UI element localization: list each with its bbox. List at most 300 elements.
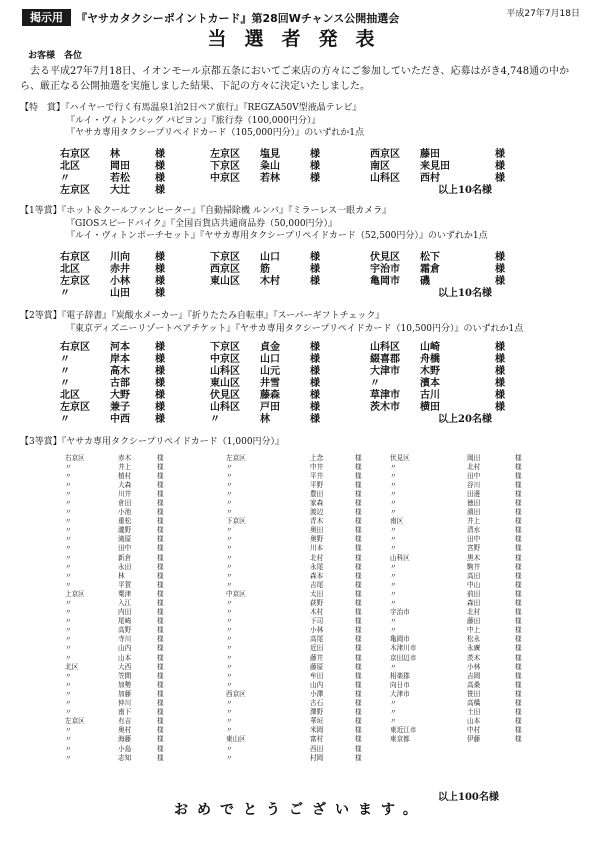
winner-row — [20, 570, 590, 579]
honorific: 様 — [155, 354, 165, 365]
winner-area: 〃 — [65, 535, 72, 544]
winner-area: 下京区 — [210, 251, 240, 263]
winner-name: 志知 — [118, 753, 132, 762]
winner-name: 海藤 — [118, 735, 132, 744]
honorific: 様 — [515, 599, 522, 607]
honorific: 様 — [157, 489, 164, 498]
honorific: 様 — [310, 414, 320, 425]
special-prize-section — [20, 102, 590, 196]
winner-name: 黒木 — [467, 553, 481, 562]
winner-name: 華垣 — [310, 717, 324, 726]
winner-name: 伊藤 — [467, 735, 481, 744]
winner-area: 〃 — [65, 708, 72, 717]
winner-area: 〃 — [226, 671, 233, 680]
winner-area: 〃 — [65, 571, 72, 580]
honorific: 様 — [355, 626, 362, 635]
winner-row — [20, 715, 590, 724]
winner-name: 倉田 — [118, 498, 132, 507]
honorific: 様 — [515, 480, 522, 489]
honorific: 様 — [355, 498, 362, 507]
honorific: 様 — [355, 680, 362, 689]
winner-area: 〃 — [226, 580, 233, 589]
winner-area: 〃 — [390, 589, 397, 598]
winner-name: 上念 — [310, 453, 324, 462]
winner-area: 右京区 — [60, 148, 90, 160]
honorific: 様 — [155, 160, 165, 172]
honorific: 様 — [355, 517, 362, 526]
honorific: 様 — [155, 402, 165, 413]
winner-row — [20, 597, 590, 606]
winner-row — [20, 470, 590, 479]
honorific: 様 — [155, 148, 165, 160]
prize-line: 『ヤサカ専用タクシープリペイドカード（105,000円分）』のいずれか1点 — [66, 128, 365, 138]
winner-area: 草津市 — [370, 390, 400, 401]
honorific: 様 — [355, 562, 362, 571]
winner-area: 〃 — [65, 626, 72, 635]
winner-area: 〃 — [226, 726, 233, 735]
winner-area: 〃 — [226, 680, 233, 689]
winner-count: 以上20名様 — [438, 414, 492, 425]
honorific: 様 — [495, 263, 505, 275]
winner-row — [20, 497, 590, 506]
winner-row — [20, 506, 590, 515]
honorific: 様 — [155, 172, 165, 184]
honorific: 様 — [495, 342, 505, 353]
page-title: 当選者発表 — [207, 28, 393, 50]
winner-row — [20, 248, 590, 263]
prize-list — [20, 205, 590, 243]
winner-area: 〃 — [65, 744, 72, 753]
honorific: 様 — [157, 480, 164, 489]
winner-name: 木野 — [420, 366, 440, 377]
winner-name: 林 — [110, 148, 120, 160]
honorific: 様 — [495, 378, 505, 389]
winner-count: 以上100名様 — [438, 792, 499, 803]
winner-name: 岸本 — [110, 354, 130, 365]
winner-row — [20, 724, 590, 733]
winner-name: 藤井 — [310, 653, 324, 662]
winner-area: 山科区 — [210, 402, 240, 413]
winner-name: 赤井 — [110, 263, 130, 275]
winner-row — [20, 157, 590, 172]
winner-area: 西京区 — [370, 148, 400, 160]
winner-row — [20, 338, 590, 353]
winner-name: 富村 — [310, 735, 324, 744]
winner-row — [20, 461, 590, 470]
winner-row — [20, 169, 590, 184]
winner-area: 右京区 — [65, 453, 85, 462]
winner-name: 加藤 — [118, 689, 132, 698]
honorific: 様 — [155, 378, 165, 389]
winner-name: 南下 — [118, 708, 132, 717]
winner-area: 伏見区 — [210, 390, 240, 401]
winner-area: 東京都 — [390, 735, 410, 744]
honorific: 様 — [157, 562, 164, 571]
honorific: 様 — [157, 617, 164, 626]
prize-line: 【1等賞】『ホット＆クールファンヒーター』『自動掃除機 ルンバ』『ミラーレス一眼カメラ』 — [20, 206, 392, 216]
honorific: 様 — [155, 414, 165, 425]
winner-area: 西京区 — [210, 263, 240, 275]
winner-name: 徳田 — [467, 498, 481, 507]
winner-area: 〃 — [65, 498, 72, 507]
winner-area: 中京区 — [210, 172, 240, 184]
winner-count: 以上10名様 — [438, 287, 492, 299]
winner-name: 瀧野 — [118, 526, 132, 535]
winner-area: 〃 — [65, 471, 72, 480]
honorific: 様 — [355, 489, 362, 498]
honorific: 様 — [515, 589, 522, 598]
honorific: 様 — [157, 653, 164, 662]
winner-row — [20, 679, 590, 688]
honorific: 様 — [355, 717, 362, 726]
winner-name: 尾崎 — [118, 617, 132, 626]
honorific: 様 — [515, 671, 522, 680]
winner-name: 谷川 — [467, 480, 481, 489]
winner-name: 寺川 — [118, 635, 132, 644]
winner-name: 霜倉 — [420, 263, 440, 275]
winner-row — [20, 350, 590, 365]
winner-name: 田中 — [467, 471, 481, 480]
honorific: 様 — [355, 471, 362, 480]
winner-area: 〃 — [390, 471, 397, 480]
winner-name: 井上 — [467, 517, 481, 526]
winner-area: 〃 — [65, 689, 72, 698]
winner-name: 古川 — [420, 390, 440, 401]
winner-name: 戸田 — [260, 402, 280, 413]
addressee: お客様 各位 — [28, 51, 83, 61]
winner-area: 〃 — [390, 717, 397, 726]
winner-name: 山内 — [118, 644, 132, 653]
winner-row — [20, 452, 590, 461]
winner-area: 〃 — [226, 508, 233, 517]
winner-name: 植村 — [118, 471, 132, 480]
winner-area: 南区 — [390, 517, 404, 526]
winner-name: 重松 — [118, 517, 132, 526]
winner-name: 入江 — [118, 599, 132, 607]
closing-message: おめでとうございます。 — [174, 802, 426, 818]
winner-row — [20, 733, 590, 742]
winner-name: 山田 — [110, 287, 130, 299]
winner-area: 向日市 — [390, 680, 410, 689]
winner-name: 中上 — [467, 626, 481, 635]
winner-area: 〃 — [226, 617, 233, 626]
honorific: 様 — [355, 553, 362, 562]
winner-area: 〃 — [390, 662, 397, 671]
winner-name: 岡田 — [467, 453, 481, 462]
honorific: 様 — [155, 251, 165, 263]
winner-name: 西田 — [310, 744, 324, 753]
winner-area: 〃 — [65, 653, 72, 662]
honorific: 様 — [157, 453, 164, 462]
intro-paragraph: 去る平成27年7月18日、イオンモール京都五条においてご来店の方々にご参加していただき、応募はがき4,748通の中から、厳正なる公開抽選を実施しました結果、下記の方々に決定いたしました。 — [20, 66, 570, 92]
winner-area: 北区 — [60, 263, 80, 275]
winner-name: 大森 — [118, 480, 132, 489]
winner-area: 山科区 — [370, 342, 400, 353]
winner-area: 〃 — [226, 480, 233, 489]
winner-name: 小林 — [310, 626, 324, 635]
winner-name: 永廣 — [467, 644, 481, 653]
winner-name: 藤森 — [260, 390, 280, 401]
winner-name: 塩見 — [260, 148, 280, 160]
winner-area: 〃 — [226, 708, 233, 717]
winner-name: 川井 — [118, 489, 132, 498]
winner-name: 小池 — [118, 508, 132, 517]
winner-name: 牟田 — [310, 671, 324, 680]
honorific: 様 — [515, 562, 522, 571]
winner-area: 〃 — [60, 354, 70, 365]
honorific: 様 — [157, 626, 164, 635]
honorific: 様 — [310, 342, 320, 353]
third-prize-section — [20, 436, 590, 761]
winner-area: 木津川市 — [390, 644, 417, 653]
honorific: 様 — [355, 708, 362, 717]
prize-list — [20, 102, 590, 140]
winner-name: 藤田 — [420, 148, 440, 160]
winner-name: 平井 — [310, 471, 324, 480]
honorific: 様 — [157, 544, 164, 553]
winner-area: 亀岡市 — [370, 275, 400, 287]
winner-area: 〃 — [390, 462, 397, 471]
winner-area: 〃 — [226, 544, 233, 553]
honorific: 様 — [515, 508, 522, 517]
winner-row — [20, 743, 590, 752]
honorific: 様 — [515, 498, 522, 507]
winner-area: 〃 — [390, 526, 397, 535]
winner-row — [20, 488, 590, 497]
honorific: 様 — [157, 589, 164, 598]
second-prize-section — [20, 310, 590, 425]
first-prize-section — [20, 205, 590, 299]
honorific: 様 — [515, 608, 522, 617]
honorific: 様 — [157, 571, 164, 580]
honorific: 様 — [355, 662, 362, 671]
winner-name: 来見田 — [420, 160, 450, 172]
winner-area: 〃 — [226, 489, 233, 498]
winner-area: 東山区 — [226, 735, 246, 744]
winner-name: 清水 — [467, 526, 481, 535]
honorific: 様 — [310, 251, 320, 263]
winner-area: 〃 — [65, 753, 72, 762]
winner-name: 駒井 — [467, 562, 481, 571]
winner-area: 〃 — [226, 626, 233, 635]
winner-area: 〃 — [65, 644, 72, 653]
honorific: 様 — [310, 148, 320, 160]
prize-line: 『GIOSスピードバイク』『全国百貨店共通商品券（50,000円分）』 — [66, 218, 338, 229]
winner-name: 山本 — [118, 653, 132, 662]
winner-area: 〃 — [65, 526, 72, 535]
winner-area: 伏見区 — [370, 251, 400, 263]
winner-name: 吉尾 — [310, 580, 324, 589]
winner-name: 家森 — [310, 498, 324, 507]
honorific: 様 — [515, 699, 522, 708]
winner-name: 古石 — [310, 699, 324, 708]
winner-area: 〃 — [390, 699, 397, 708]
winner-name: 粟津 — [118, 589, 132, 598]
winner-name: 山口 — [260, 251, 280, 263]
winner-area: 〃 — [370, 378, 380, 389]
winner-row — [20, 633, 590, 642]
winner-area: 〃 — [390, 580, 397, 589]
winner-name: 宮野 — [467, 544, 481, 553]
winner-name: 永田 — [118, 562, 132, 571]
winner-area: 北区 — [65, 662, 79, 671]
winner-area: 〃 — [390, 498, 397, 507]
honorific: 様 — [495, 354, 505, 365]
winner-area: 〃 — [226, 471, 233, 480]
honorific: 様 — [155, 263, 165, 275]
honorific: 様 — [355, 753, 362, 762]
winner-row — [20, 542, 590, 551]
winner-name: 太田 — [310, 589, 324, 598]
winner-name: 大西 — [118, 662, 132, 671]
winner-name: 赤木 — [118, 453, 132, 462]
winner-name: 新倉 — [118, 553, 132, 562]
honorific: 様 — [355, 699, 362, 708]
winner-row — [20, 652, 590, 661]
winner-name: 森田 — [467, 599, 481, 607]
winner-area: 右京区 — [60, 342, 90, 353]
winner-name: 藤原 — [310, 662, 324, 671]
honorific: 様 — [355, 589, 362, 598]
winner-area: 大津市 — [370, 366, 400, 377]
winner-area: 〃 — [65, 489, 72, 498]
winner-area: 〃 — [390, 508, 397, 517]
winner-name: 荻野 — [310, 599, 324, 607]
winner-area: 〃 — [390, 599, 397, 607]
winner-area: 〃 — [226, 599, 233, 607]
winner-area: 〃 — [226, 498, 233, 507]
winner-name: 松永 — [467, 635, 481, 644]
winner-area: 〃 — [226, 535, 233, 544]
winner-row — [20, 272, 590, 287]
winner-area: 中京区 — [226, 589, 246, 598]
winner-name: 山内 — [310, 680, 324, 689]
winner-name: 木村 — [310, 608, 324, 617]
winner-name: 平賀 — [118, 580, 132, 589]
honorific: 様 — [155, 342, 165, 353]
winner-row — [20, 479, 590, 488]
winner-row — [20, 588, 590, 597]
winner-area: 東山区 — [210, 275, 240, 287]
winner-name: 松下 — [420, 251, 440, 263]
winner-area: 〃 — [60, 287, 70, 299]
honorific: 様 — [515, 717, 522, 726]
winner-area: 北区 — [60, 160, 80, 172]
winner-name: 米岡 — [310, 726, 324, 735]
honorific: 様 — [355, 535, 362, 544]
winner-row — [20, 606, 590, 615]
winner-area: 〃 — [390, 562, 397, 571]
winner-name: 筋 — [260, 263, 270, 275]
honorific: 様 — [157, 498, 164, 507]
winner-area: 左京区 — [65, 717, 85, 726]
winner-name: 高尾 — [310, 635, 324, 644]
honorific: 様 — [157, 508, 164, 517]
winner-row — [20, 524, 590, 533]
winner-area: 〃 — [226, 699, 233, 708]
honorific: 様 — [495, 275, 505, 287]
winner-name: 小林 — [110, 275, 130, 287]
honorific: 様 — [157, 671, 164, 680]
honorific: 様 — [157, 635, 164, 644]
winner-count: 以上10名様 — [438, 184, 492, 196]
winner-name: 貞金 — [260, 342, 280, 353]
winner-area: 〃 — [65, 635, 72, 644]
honorific: 様 — [157, 599, 164, 607]
honorific: 様 — [515, 471, 522, 480]
winner-grid — [20, 338, 590, 425]
winner-area: 綴喜郡 — [370, 354, 400, 365]
prize-line: 【特 賞】『ハイヤーで行く有馬温泉1泊2日ペア旅行』『REGZA50V型液晶テレビ』 — [20, 103, 362, 113]
winner-row — [20, 398, 590, 413]
winner-name: 仲川 — [118, 699, 132, 708]
honorific: 様 — [310, 172, 320, 184]
honorific: 様 — [310, 378, 320, 389]
winner-area: 南区 — [370, 160, 390, 172]
winner-name: 小島 — [118, 744, 132, 753]
winner-name: 濱本 — [420, 378, 440, 389]
honorific: 様 — [515, 517, 522, 526]
prize-line: 『東京ディズニーリゾートペアチケット』『ヤサカ専用タクシープリペイドカード（10,500円分）』のいずれか1点 — [66, 323, 524, 334]
honorific: 様 — [157, 753, 164, 762]
winner-area: 〃 — [390, 489, 397, 498]
winner-name: 井雪 — [260, 378, 280, 389]
winner-name: 下司 — [310, 617, 324, 626]
winner-row — [20, 624, 590, 633]
honorific: 様 — [355, 617, 362, 626]
winner-name: 大野 — [110, 390, 130, 401]
winner-grid — [20, 248, 590, 299]
honorific: 様 — [310, 275, 320, 287]
winner-area: 左京区 — [60, 275, 90, 287]
winner-area: 〃 — [390, 708, 397, 717]
winner-area: 〃 — [65, 735, 72, 744]
honorific: 様 — [515, 580, 522, 589]
winner-name: 青木 — [310, 517, 324, 526]
winner-area: 〃 — [226, 462, 233, 471]
winner-row — [20, 642, 590, 651]
honorific: 様 — [157, 553, 164, 562]
winner-name: 山本 — [467, 717, 481, 726]
prize-line: 『ルイ・ヴィトンバッグ パピヨン』『旅行券（100,000円分）』 — [66, 115, 321, 126]
winner-area: 山科区 — [370, 172, 400, 184]
honorific: 様 — [515, 708, 522, 717]
honorific: 様 — [157, 535, 164, 544]
winner-area: 東近江市 — [390, 726, 417, 735]
winner-name: 舟橋 — [420, 354, 440, 365]
honorific: 様 — [355, 508, 362, 517]
winner-name: 木村 — [260, 275, 280, 287]
winner-name: 小澤 — [310, 689, 324, 698]
winner-name: 北村 — [467, 462, 481, 471]
honorific: 様 — [355, 608, 362, 617]
winner-area: 〃 — [65, 726, 72, 735]
winner-row — [20, 515, 590, 524]
winner-row — [20, 670, 590, 679]
winner-area: 〃 — [65, 544, 72, 553]
winner-name: 奥田 — [310, 526, 324, 535]
winner-area: 左京区 — [60, 402, 90, 413]
honorific: 様 — [157, 689, 164, 698]
honorific: 様 — [157, 644, 164, 653]
winner-name: 奥村 — [118, 726, 132, 735]
honorific: 様 — [515, 644, 522, 653]
winner-row — [20, 688, 590, 697]
honorific: 様 — [310, 366, 320, 377]
winner-row — [20, 579, 590, 588]
winner-area: 〃 — [226, 753, 233, 762]
winner-row — [20, 362, 590, 377]
